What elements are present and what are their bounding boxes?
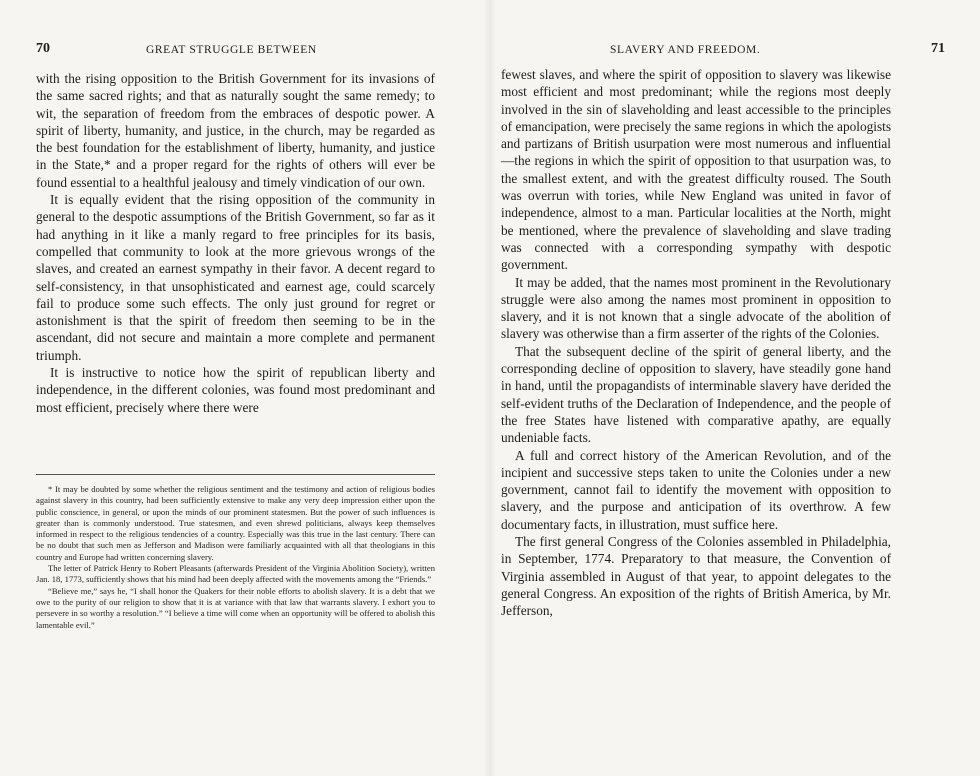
right-running-head: SLAVERY AND FREEDOM. (610, 44, 761, 56)
right-page-number: 71 (931, 41, 945, 56)
footnote: The letter of Patrick Henry to Robert Pleasants (afterwards President of the Virginia Abolition Society), written Jan. 18, 1773, sufficiently shows that his mind had been deeply affected with the movements among the “Friends.” (36, 563, 435, 585)
footnotes (36, 484, 435, 631)
paragraph: fewest slaves, and where the spirit of opposition to slavery was likewise most efficient and most predominant; while the regions most deeply involved in the sin of slaveholding and least accessible to the principles of emancipation, were precisely the same regions in which the apologists and partizans of British usurpation were most numerous and influential—the regions in which the spirit of opposition to that usurpation was, to the smallest extent, and with the greatest difficulty roused. The South was overrun with tories, while New England was united in favor of independence, almost to a man. Particular localities at the North, might be mentioned, where the prevalence of slaveholding and slave trading was connected with a corresponding sympathy with despotic government. (501, 67, 891, 273)
paragraph: It is instructive to notice how the spirit of republican liberty and independence, in the different colonies, was found most predominant and most efficient, precisely where there were (36, 365, 435, 415)
footnote: * It may be doubted by some whether the religious sentiment and the testimony and action of religious bodies against slavery in this country, had been sufficiently extensive to make any very deep impression either upon the public conscience, in general, or upon the minds of our prominent statesmen. But the power of such influences is greater than is commonly understood. True statesmen, and even shrewd politicians, always keep themselves informed in respect to the religious tendencies of a country. Especially was this true in the last century. There can be no doubt that such men as Jefferson and Madison were familiarly acquainted with all that theologians in this country and Europe had written concerning slavery. (36, 484, 435, 562)
paragraph: It may be added, that the names most prominent in the Revolutionary struggle were also among the names most prominent in opposition to slavery, and it is not known that a single advocate of the abolition of slavery was otherwise than a firm asserter of the rights of the Colonies. (501, 274, 891, 342)
left-body-text (36, 70, 435, 416)
paragraph: It is equally evident that the rising opposition of the community in general to the despotic assumptions of the British Government, so far as it had anything in it like a manly regard to free principles for its basis, compelled that community to look at the more grievous wrongs of the slaves, and created an earnest sympathy in their favor. A decent regard to self-consistency, in that unsophisticated and earnest age, could scarcely fail to produce some such effects. The only just ground for regret or astonishment is that the spirit of freedom then seeming to be in the ascendant, did not secure and maintain a more complete and permanent triumph. (36, 192, 435, 363)
right-page (490, 0, 980, 776)
paragraph: That the subsequent decline of the spirit of general liberty, and the corresponding decline of opposition to slavery, have steadily gone hand in hand, until the propagandists of interminable slavery have derided the self-evident truths of the Declaration of Independence, and the people of the free States have listened with comparative apathy, are equally undeniable facts. (501, 343, 891, 446)
paragraph: with the rising opposition to the British Government for its invasions of the same sacred rights; and that as naturally sought the same remedy; to wit, the separation of freedom from the embraces of despotic power. A spirit of liberty, humanity, and justice, in the church, may be regarded as the best foundation for the establishment of liberty, humanity, and justice in the State,* and a proper regard for the rights of others will ever be found essential to a healthful jealousy and timely vindication of our own. (36, 71, 435, 190)
footnote-divider (36, 474, 435, 475)
right-running-header (610, 41, 945, 62)
right-body-text (501, 66, 891, 620)
paragraph: A full and correct history of the American Revolution, and of the incipient and successive steps taken to unite the Colonies under a new government, cannot fail to identify the movement with opposition to slavery, and the purpose and anticipation of its overthrow. A few documentary facts, in illustration, must suffice here. (501, 447, 891, 532)
left-running-header (36, 41, 436, 62)
left-running-head: GREAT STRUGGLE BETWEEN (146, 44, 317, 56)
footnote: “Believe me,” says he, “I shall honor the Quakers for their noble efforts to abolish slavery. It is a debt that we owe to the purity of our religion to show that it is at variance with that law that warrants slavery. I exhort you to persevere in so worthy a resolution.” “I believe a time will come when an opportunity will be offered to abolish this lamentable evil.” (36, 585, 435, 630)
left-page-number: 70 (36, 41, 50, 56)
paragraph: The first general Congress of the Colonies assembled in Philadelphia, in September, 1774. Preparatory to that measure, the Convention of Virginia assembled in August of that year, to appoint delegates to the general Congress. An exposition of the rights of British America, by Mr. Jefferson, (501, 534, 891, 619)
